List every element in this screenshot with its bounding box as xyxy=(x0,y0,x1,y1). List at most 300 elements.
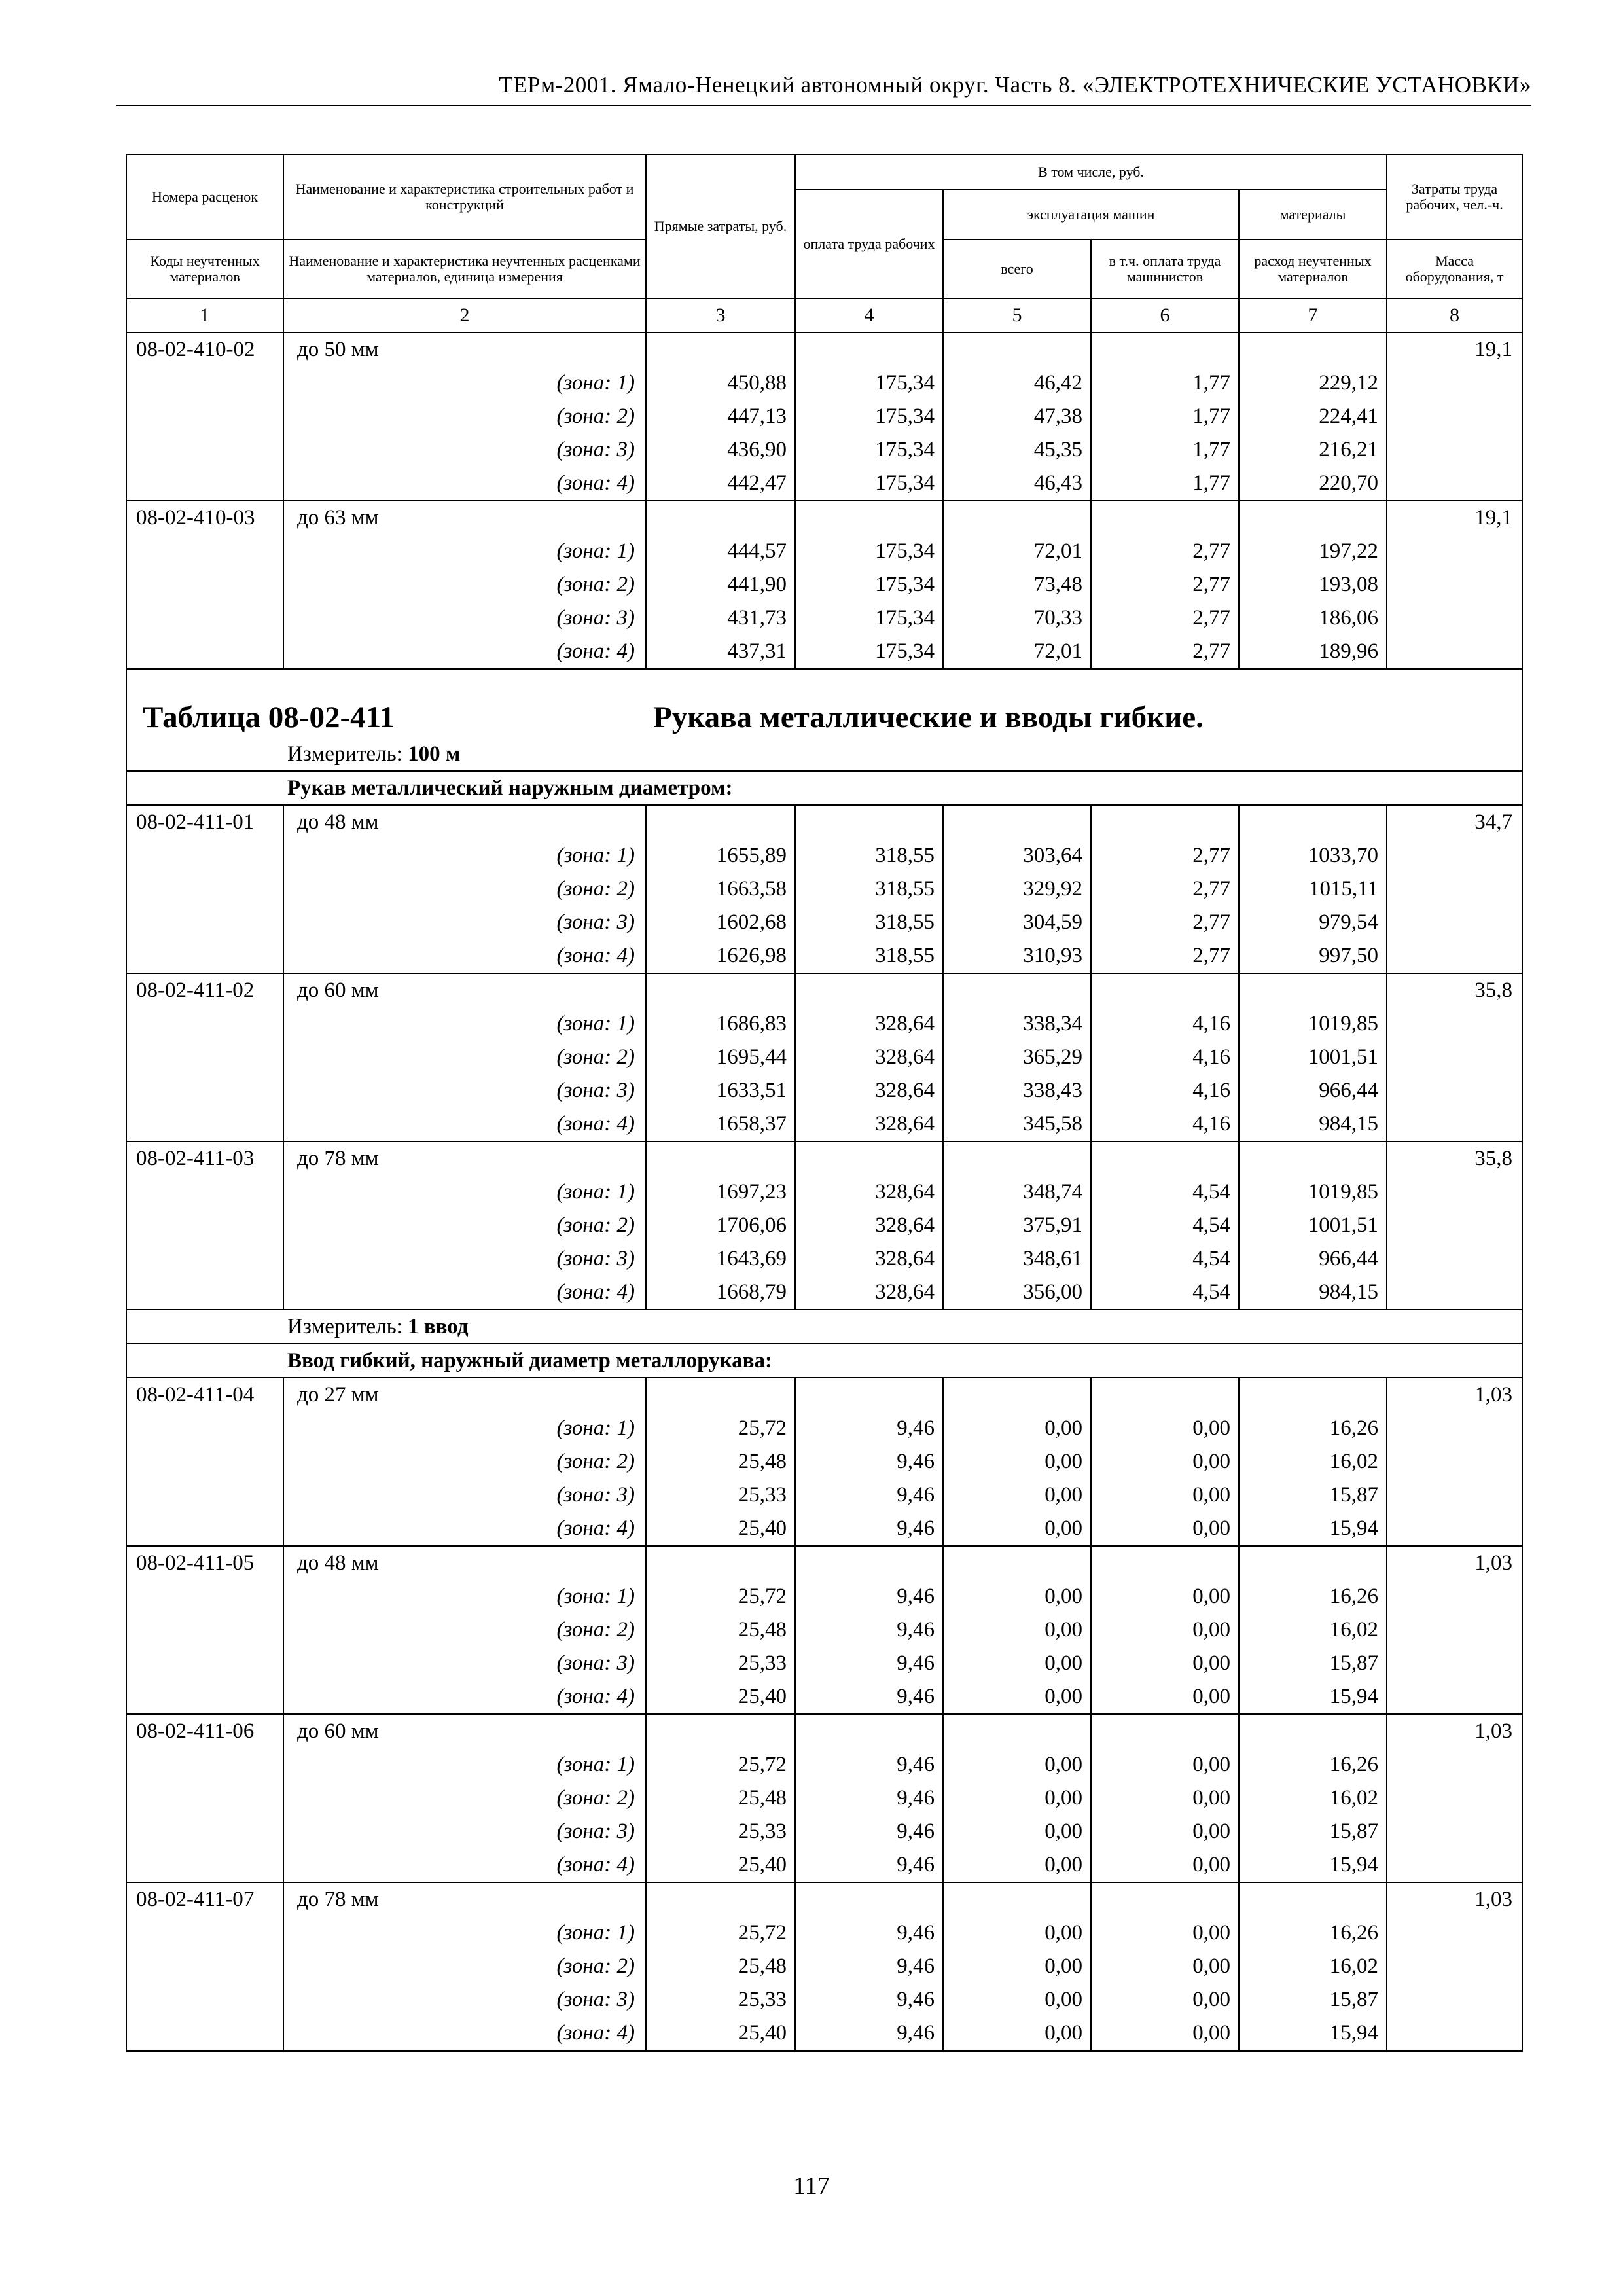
cost-value: 16,02 xyxy=(1239,1950,1387,1983)
column-number: 7 xyxy=(1239,298,1387,332)
zone-label: (зона: 1) xyxy=(283,535,646,568)
cost-value: 984,15 xyxy=(1239,1107,1387,1141)
cost-value: 16,26 xyxy=(1239,1580,1387,1613)
cost-value: 25,72 xyxy=(646,1412,795,1445)
column-number: 6 xyxy=(1091,298,1239,332)
rate-name: до 60 мм xyxy=(283,973,646,1007)
cost-value: 189,96 xyxy=(1239,635,1387,669)
cost-value: 15,94 xyxy=(1239,2017,1387,2051)
cost-value: 966,44 xyxy=(1239,1242,1387,1276)
cost-value: 1001,51 xyxy=(1239,1041,1387,1074)
zone-label: (зона: 1) xyxy=(283,1748,646,1782)
cost-value: 15,87 xyxy=(1239,1815,1387,1848)
labor-cost: 1,03 xyxy=(1387,1546,1522,1580)
cost-value: 25,48 xyxy=(646,1445,795,1479)
zone-label: (зона: 2) xyxy=(283,1209,646,1242)
zone-row xyxy=(126,2017,1522,2051)
rate-row xyxy=(126,332,1522,367)
zone-row xyxy=(126,1916,1522,1950)
labor-cost: 35,8 xyxy=(1387,973,1522,1007)
header-col1-bottom: Коды неучтенных материалов xyxy=(126,240,283,298)
cost-value: 0,00 xyxy=(943,1445,1091,1479)
cost-value: 1695,44 xyxy=(646,1041,795,1074)
zone-row xyxy=(126,1445,1522,1479)
zone-row xyxy=(126,1782,1522,1815)
cost-value: 9,46 xyxy=(795,1580,943,1613)
measure-value: 100 м xyxy=(408,742,461,766)
cost-value: 4,54 xyxy=(1091,1175,1239,1209)
cost-value: 0,00 xyxy=(943,1680,1091,1714)
zone-row xyxy=(126,1074,1522,1107)
cost-value: 72,01 xyxy=(943,635,1091,669)
zone-label: (зона: 4) xyxy=(283,2017,646,2051)
zone-row xyxy=(126,1479,1522,1512)
cost-value: 979,54 xyxy=(1239,906,1387,939)
cost-value: 1686,83 xyxy=(646,1007,795,1041)
cost-value: 4,54 xyxy=(1091,1209,1239,1242)
cost-value: 444,57 xyxy=(646,535,795,568)
cost-value: 1668,79 xyxy=(646,1276,795,1310)
rate-row xyxy=(126,1141,1522,1175)
cost-value: 4,54 xyxy=(1091,1276,1239,1310)
cost-value: 25,33 xyxy=(646,1479,795,1512)
header-group-incl: В том числе, руб. xyxy=(795,154,1387,190)
rate-row xyxy=(126,973,1522,1007)
zone-row xyxy=(126,1242,1522,1276)
cost-value: 1015,11 xyxy=(1239,872,1387,906)
zone-label: (зона: 1) xyxy=(283,1007,646,1041)
cost-value: 1706,06 xyxy=(646,1209,795,1242)
cost-value: 193,08 xyxy=(1239,568,1387,601)
zone-label: (зона: 2) xyxy=(283,1613,646,1647)
column-number: 4 xyxy=(795,298,943,332)
cost-value: 2,77 xyxy=(1091,839,1239,872)
cost-value: 0,00 xyxy=(1091,1445,1239,1479)
table-title xyxy=(126,669,1522,738)
header-col8-top: Затраты труда рабочих, чел.-ч. xyxy=(1387,154,1522,240)
rate-name: до 50 мм xyxy=(283,332,646,367)
cost-value: 0,00 xyxy=(1091,1748,1239,1782)
zone-row xyxy=(126,1983,1522,2017)
zone-row xyxy=(126,535,1522,568)
cost-value: 9,46 xyxy=(795,1950,943,1983)
rate-blocks-bottom xyxy=(126,1378,1522,2051)
measure-unit xyxy=(126,738,1522,771)
running-header: ТЕРм-2001. Ямало-Ненецкий автономный округ. Часть 8. «ЭЛЕКТРОТЕХНИЧЕСКИЕ УСТАНОВКИ» xyxy=(499,72,1531,98)
cost-value: 25,72 xyxy=(646,1748,795,1782)
zone-row xyxy=(126,1209,1522,1242)
section-heading: Рукав металлический наружным диаметром: xyxy=(126,771,1522,805)
zone-label: (зона: 1) xyxy=(283,1412,646,1445)
rate-name: до 78 мм xyxy=(283,1882,646,1916)
cost-value: 0,00 xyxy=(1091,1680,1239,1714)
rate-row xyxy=(126,805,1522,839)
labor-cost: 1,03 xyxy=(1387,1882,1522,1916)
cost-value: 1019,85 xyxy=(1239,1175,1387,1209)
cost-value: 4,16 xyxy=(1091,1041,1239,1074)
cost-value: 25,33 xyxy=(646,1983,795,2017)
cost-value: 338,43 xyxy=(943,1074,1091,1107)
cost-value: 1,77 xyxy=(1091,400,1239,433)
cost-value: 318,55 xyxy=(795,839,943,872)
cost-value: 9,46 xyxy=(795,1445,943,1479)
zone-row xyxy=(126,1412,1522,1445)
cost-value: 25,33 xyxy=(646,1647,795,1680)
cost-value: 1,77 xyxy=(1091,433,1239,467)
cost-value: 1643,69 xyxy=(646,1242,795,1276)
cost-value: 15,87 xyxy=(1239,1647,1387,1680)
labor-cost: 19,1 xyxy=(1387,332,1522,367)
cost-value: 0,00 xyxy=(1091,1613,1239,1647)
zone-row xyxy=(126,1748,1522,1782)
cost-value: 318,55 xyxy=(795,872,943,906)
rate-name: до 63 мм xyxy=(283,501,646,535)
cost-value: 45,35 xyxy=(943,433,1091,467)
cost-value: 1033,70 xyxy=(1239,839,1387,872)
cost-value: 0,00 xyxy=(943,1580,1091,1613)
cost-value: 0,00 xyxy=(1091,1479,1239,1512)
header-col2-bottom: Наименование и характеристика неучтенных расценками материалов, единица измерения xyxy=(283,240,646,298)
cost-value: 175,34 xyxy=(795,535,943,568)
cost-value: 0,00 xyxy=(1091,1916,1239,1950)
labor-cost: 19,1 xyxy=(1387,501,1522,535)
cost-value: 197,22 xyxy=(1239,535,1387,568)
zone-row xyxy=(126,1175,1522,1209)
zone-label: (зона: 4) xyxy=(283,1512,646,1546)
cost-value: 25,40 xyxy=(646,2017,795,2051)
zone-label: (зона: 3) xyxy=(283,1647,646,1680)
rate-code: 08-02-411-04 xyxy=(126,1378,283,1412)
cost-value: 9,46 xyxy=(795,1479,943,1512)
zone-row xyxy=(126,1107,1522,1141)
cost-value: 328,64 xyxy=(795,1074,943,1107)
zone-row xyxy=(126,1848,1522,1882)
cost-value: 348,61 xyxy=(943,1242,1091,1276)
zone-label: (зона: 3) xyxy=(283,1983,646,2017)
zone-label: (зона: 1) xyxy=(283,839,646,872)
cost-value: 2,77 xyxy=(1091,872,1239,906)
rate-code: 08-02-411-01 xyxy=(126,805,283,839)
cost-value: 9,46 xyxy=(795,1512,943,1546)
cost-value: 328,64 xyxy=(795,1107,943,1141)
cost-value: 72,01 xyxy=(943,535,1091,568)
zone-label: (зона: 1) xyxy=(283,367,646,400)
cost-value: 16,02 xyxy=(1239,1613,1387,1647)
cost-value: 328,64 xyxy=(795,1175,943,1209)
cost-value: 1019,85 xyxy=(1239,1007,1387,1041)
zone-label: (зона: 4) xyxy=(283,1680,646,1714)
cost-value: 0,00 xyxy=(1091,1412,1239,1445)
rate-row xyxy=(126,1882,1522,1916)
cost-value: 0,00 xyxy=(943,1916,1091,1950)
cost-value: 0,00 xyxy=(1091,2017,1239,2051)
cost-value: 375,91 xyxy=(943,1209,1091,1242)
cost-value: 73,48 xyxy=(943,568,1091,601)
cost-value: 0,00 xyxy=(1091,1815,1239,1848)
zone-row xyxy=(126,1580,1522,1613)
rate-row xyxy=(126,501,1522,535)
cost-value: 1663,58 xyxy=(646,872,795,906)
table-title-section xyxy=(126,669,1522,805)
cost-value: 2,77 xyxy=(1091,939,1239,973)
cost-value: 1697,23 xyxy=(646,1175,795,1209)
column-number: 2 xyxy=(283,298,646,332)
cost-value: 0,00 xyxy=(943,1848,1091,1882)
zone-row xyxy=(126,1950,1522,1983)
cost-value: 1,77 xyxy=(1091,467,1239,501)
rate-name: до 78 мм xyxy=(283,1141,646,1175)
cost-value: 9,46 xyxy=(795,1613,943,1647)
rate-row xyxy=(126,1546,1522,1580)
cost-value: 328,64 xyxy=(795,1209,943,1242)
cost-value: 2,77 xyxy=(1091,601,1239,635)
zone-label: (зона: 1) xyxy=(283,1580,646,1613)
zone-row xyxy=(126,839,1522,872)
header-col7-top: материалы xyxy=(1239,190,1387,240)
zone-label: (зона: 4) xyxy=(283,635,646,669)
zone-row xyxy=(126,367,1522,400)
cost-value: 1626,98 xyxy=(646,939,795,973)
cost-value: 0,00 xyxy=(943,1647,1091,1680)
zone-row xyxy=(126,872,1522,906)
cost-value: 9,46 xyxy=(795,1916,943,1950)
zone-row xyxy=(126,1815,1522,1848)
rate-code: 08-02-410-03 xyxy=(126,501,283,535)
cost-value: 25,48 xyxy=(646,1782,795,1815)
cost-value: 0,00 xyxy=(943,1512,1091,1546)
cost-value: 2,77 xyxy=(1091,568,1239,601)
cost-value: 437,31 xyxy=(646,635,795,669)
rate-blocks-mid xyxy=(126,805,1522,1310)
zone-row xyxy=(126,1613,1522,1647)
header-col5: всего xyxy=(943,240,1091,298)
zone-row xyxy=(126,467,1522,501)
cost-value: 303,64 xyxy=(943,839,1091,872)
cost-value: 431,73 xyxy=(646,601,795,635)
cost-value: 318,55 xyxy=(795,906,943,939)
cost-value: 220,70 xyxy=(1239,467,1387,501)
cost-value: 345,58 xyxy=(943,1107,1091,1141)
cost-value: 9,46 xyxy=(795,1647,943,1680)
zone-row xyxy=(126,1647,1522,1680)
cost-value: 0,00 xyxy=(943,2017,1091,2051)
rate-code: 08-02-411-02 xyxy=(126,973,283,1007)
cost-value: 365,29 xyxy=(943,1041,1091,1074)
zone-row xyxy=(126,1041,1522,1074)
cost-value: 1655,89 xyxy=(646,839,795,872)
rate-code: 08-02-411-07 xyxy=(126,1882,283,1916)
zone-label: (зона: 2) xyxy=(283,872,646,906)
cost-value: 9,46 xyxy=(795,1848,943,1882)
rate-code: 08-02-410-02 xyxy=(126,332,283,367)
zone-label: (зона: 3) xyxy=(283,906,646,939)
cost-value: 15,87 xyxy=(1239,1983,1387,2017)
rate-name: до 48 мм xyxy=(283,805,646,839)
column-number: 1 xyxy=(126,298,283,332)
zone-label: (зона: 2) xyxy=(283,568,646,601)
cost-value: 2,77 xyxy=(1091,635,1239,669)
column-number: 5 xyxy=(943,298,1091,332)
cost-value: 25,48 xyxy=(646,1950,795,1983)
cost-value: 0,00 xyxy=(1091,1580,1239,1613)
zone-row xyxy=(126,939,1522,973)
cost-value: 16,26 xyxy=(1239,1412,1387,1445)
column-numbers-row xyxy=(126,298,1522,332)
cost-value: 25,40 xyxy=(646,1512,795,1546)
measure-value: 1 ввод xyxy=(408,1314,469,1338)
cost-value: 70,33 xyxy=(943,601,1091,635)
zone-row xyxy=(126,433,1522,467)
zone-label: (зона: 2) xyxy=(283,1782,646,1815)
zone-label: (зона: 3) xyxy=(283,1074,646,1107)
cost-value: 25,40 xyxy=(646,1680,795,1714)
cost-value: 186,06 xyxy=(1239,601,1387,635)
cost-value: 4,16 xyxy=(1091,1007,1239,1041)
rate-row xyxy=(126,1714,1522,1748)
cost-value: 442,47 xyxy=(646,467,795,501)
page-number: 117 xyxy=(793,2172,830,2200)
cost-value: 0,00 xyxy=(1091,1512,1239,1546)
cost-value: 0,00 xyxy=(943,1782,1091,1815)
zone-label: (зона: 4) xyxy=(283,1276,646,1310)
cost-value: 0,00 xyxy=(1091,1848,1239,1882)
cost-value: 997,50 xyxy=(1239,939,1387,973)
cost-value: 9,46 xyxy=(795,1782,943,1815)
cost-value: 15,94 xyxy=(1239,1848,1387,1882)
cost-value: 16,02 xyxy=(1239,1445,1387,1479)
cost-value: 224,41 xyxy=(1239,400,1387,433)
labor-cost: 35,8 xyxy=(1387,1141,1522,1175)
zone-row xyxy=(126,1007,1522,1041)
zone-row xyxy=(126,635,1522,669)
zone-row xyxy=(126,568,1522,601)
cost-value: 175,34 xyxy=(795,635,943,669)
zone-label: (зона: 4) xyxy=(283,1107,646,1141)
header-col6: в т.ч. оплата труда машинистов xyxy=(1091,240,1239,298)
cost-value: 4,54 xyxy=(1091,1242,1239,1276)
cost-value: 1658,37 xyxy=(646,1107,795,1141)
rate-row xyxy=(126,1378,1522,1412)
cost-value: 15,94 xyxy=(1239,1680,1387,1714)
cost-value: 16,26 xyxy=(1239,1916,1387,1950)
cost-value: 310,93 xyxy=(943,939,1091,973)
cost-value: 966,44 xyxy=(1239,1074,1387,1107)
cost-value: 25,33 xyxy=(646,1815,795,1848)
table-name: Рукава металлические и вводы гибкие. xyxy=(653,700,1204,734)
labor-cost: 1,03 xyxy=(1387,1378,1522,1412)
cost-value: 1602,68 xyxy=(646,906,795,939)
cost-value: 0,00 xyxy=(1091,1647,1239,1680)
cost-value: 4,16 xyxy=(1091,1107,1239,1141)
column-number: 3 xyxy=(646,298,795,332)
cost-value: 328,64 xyxy=(795,1007,943,1041)
rates-table xyxy=(126,154,1523,2052)
zone-row xyxy=(126,1276,1522,1310)
header-col3: Прямые затраты, руб. xyxy=(646,154,795,298)
cost-value: 9,46 xyxy=(795,1680,943,1714)
cost-value: 229,12 xyxy=(1239,367,1387,400)
zone-row xyxy=(126,1512,1522,1546)
cost-value: 450,88 xyxy=(646,367,795,400)
section-heading: Ввод гибкий, наружный диаметр металлорукава: xyxy=(126,1344,1522,1378)
rate-name: до 27 мм xyxy=(283,1378,646,1412)
measure-label: Измеритель: xyxy=(287,742,408,766)
zone-label: (зона: 3) xyxy=(283,601,646,635)
header-col1-top: Номера расценок xyxy=(126,154,283,240)
cost-value: 348,74 xyxy=(943,1175,1091,1209)
cost-value: 9,46 xyxy=(795,1983,943,2017)
header-group-machines: эксплуатация машин xyxy=(943,190,1239,240)
cost-value: 25,48 xyxy=(646,1613,795,1647)
zone-label: (зона: 3) xyxy=(283,1242,646,1276)
rate-code: 08-02-411-05 xyxy=(126,1546,283,1580)
cost-value: 46,43 xyxy=(943,467,1091,501)
labor-cost: 34,7 xyxy=(1387,805,1522,839)
zone-row xyxy=(126,601,1522,635)
cost-value: 175,34 xyxy=(795,467,943,501)
measure-unit xyxy=(126,1310,1522,1344)
header-rule xyxy=(116,105,1531,106)
cost-value: 16,02 xyxy=(1239,1782,1387,1815)
rate-code: 08-02-411-03 xyxy=(126,1141,283,1175)
cost-value: 0,00 xyxy=(943,1479,1091,1512)
cost-value: 25,40 xyxy=(646,1848,795,1882)
zone-label: (зона: 3) xyxy=(283,1479,646,1512)
cost-value: 0,00 xyxy=(1091,1950,1239,1983)
cost-value: 47,38 xyxy=(943,400,1091,433)
header-col4: оплата труда рабочих xyxy=(795,190,943,298)
rate-code: 08-02-411-06 xyxy=(126,1714,283,1748)
cost-value: 329,92 xyxy=(943,872,1091,906)
header-col7-bottom: расход неучтенных материалов xyxy=(1239,240,1387,298)
cost-value: 356,00 xyxy=(943,1276,1091,1310)
zone-label: (зона: 2) xyxy=(283,1950,646,1983)
cost-value: 15,87 xyxy=(1239,1479,1387,1512)
cost-value: 0,00 xyxy=(943,1815,1091,1848)
zone-row xyxy=(126,906,1522,939)
labor-cost: 1,03 xyxy=(1387,1714,1522,1748)
cost-value: 1001,51 xyxy=(1239,1209,1387,1242)
rate-blocks-top xyxy=(126,332,1522,669)
cost-value: 338,34 xyxy=(943,1007,1091,1041)
cost-value: 318,55 xyxy=(795,939,943,973)
header-col2-top: Наименование и характеристика строительных работ и конструкций xyxy=(283,154,646,240)
zone-label: (зона: 4) xyxy=(283,939,646,973)
cost-value: 216,21 xyxy=(1239,433,1387,467)
cost-value: 4,16 xyxy=(1091,1074,1239,1107)
cost-value: 175,34 xyxy=(795,433,943,467)
cost-value: 441,90 xyxy=(646,568,795,601)
cost-value: 0,00 xyxy=(943,1950,1091,1983)
column-number: 8 xyxy=(1387,298,1522,332)
zone-label: (зона: 2) xyxy=(283,1445,646,1479)
cost-value: 175,34 xyxy=(795,400,943,433)
cost-value: 0,00 xyxy=(943,1613,1091,1647)
cost-value: 25,72 xyxy=(646,1580,795,1613)
measure-label: Измеритель: xyxy=(287,1314,408,1338)
cost-value: 175,34 xyxy=(795,568,943,601)
cost-value: 25,72 xyxy=(646,1916,795,1950)
zone-label: (зона: 3) xyxy=(283,433,646,467)
cost-value: 15,94 xyxy=(1239,1512,1387,1546)
cost-value: 447,13 xyxy=(646,400,795,433)
zone-row xyxy=(126,1680,1522,1714)
cost-value: 1633,51 xyxy=(646,1074,795,1107)
cost-value: 16,26 xyxy=(1239,1748,1387,1782)
cost-value: 0,00 xyxy=(943,1412,1091,1445)
cost-value: 2,77 xyxy=(1091,906,1239,939)
measure-section-2 xyxy=(126,1310,1522,1378)
